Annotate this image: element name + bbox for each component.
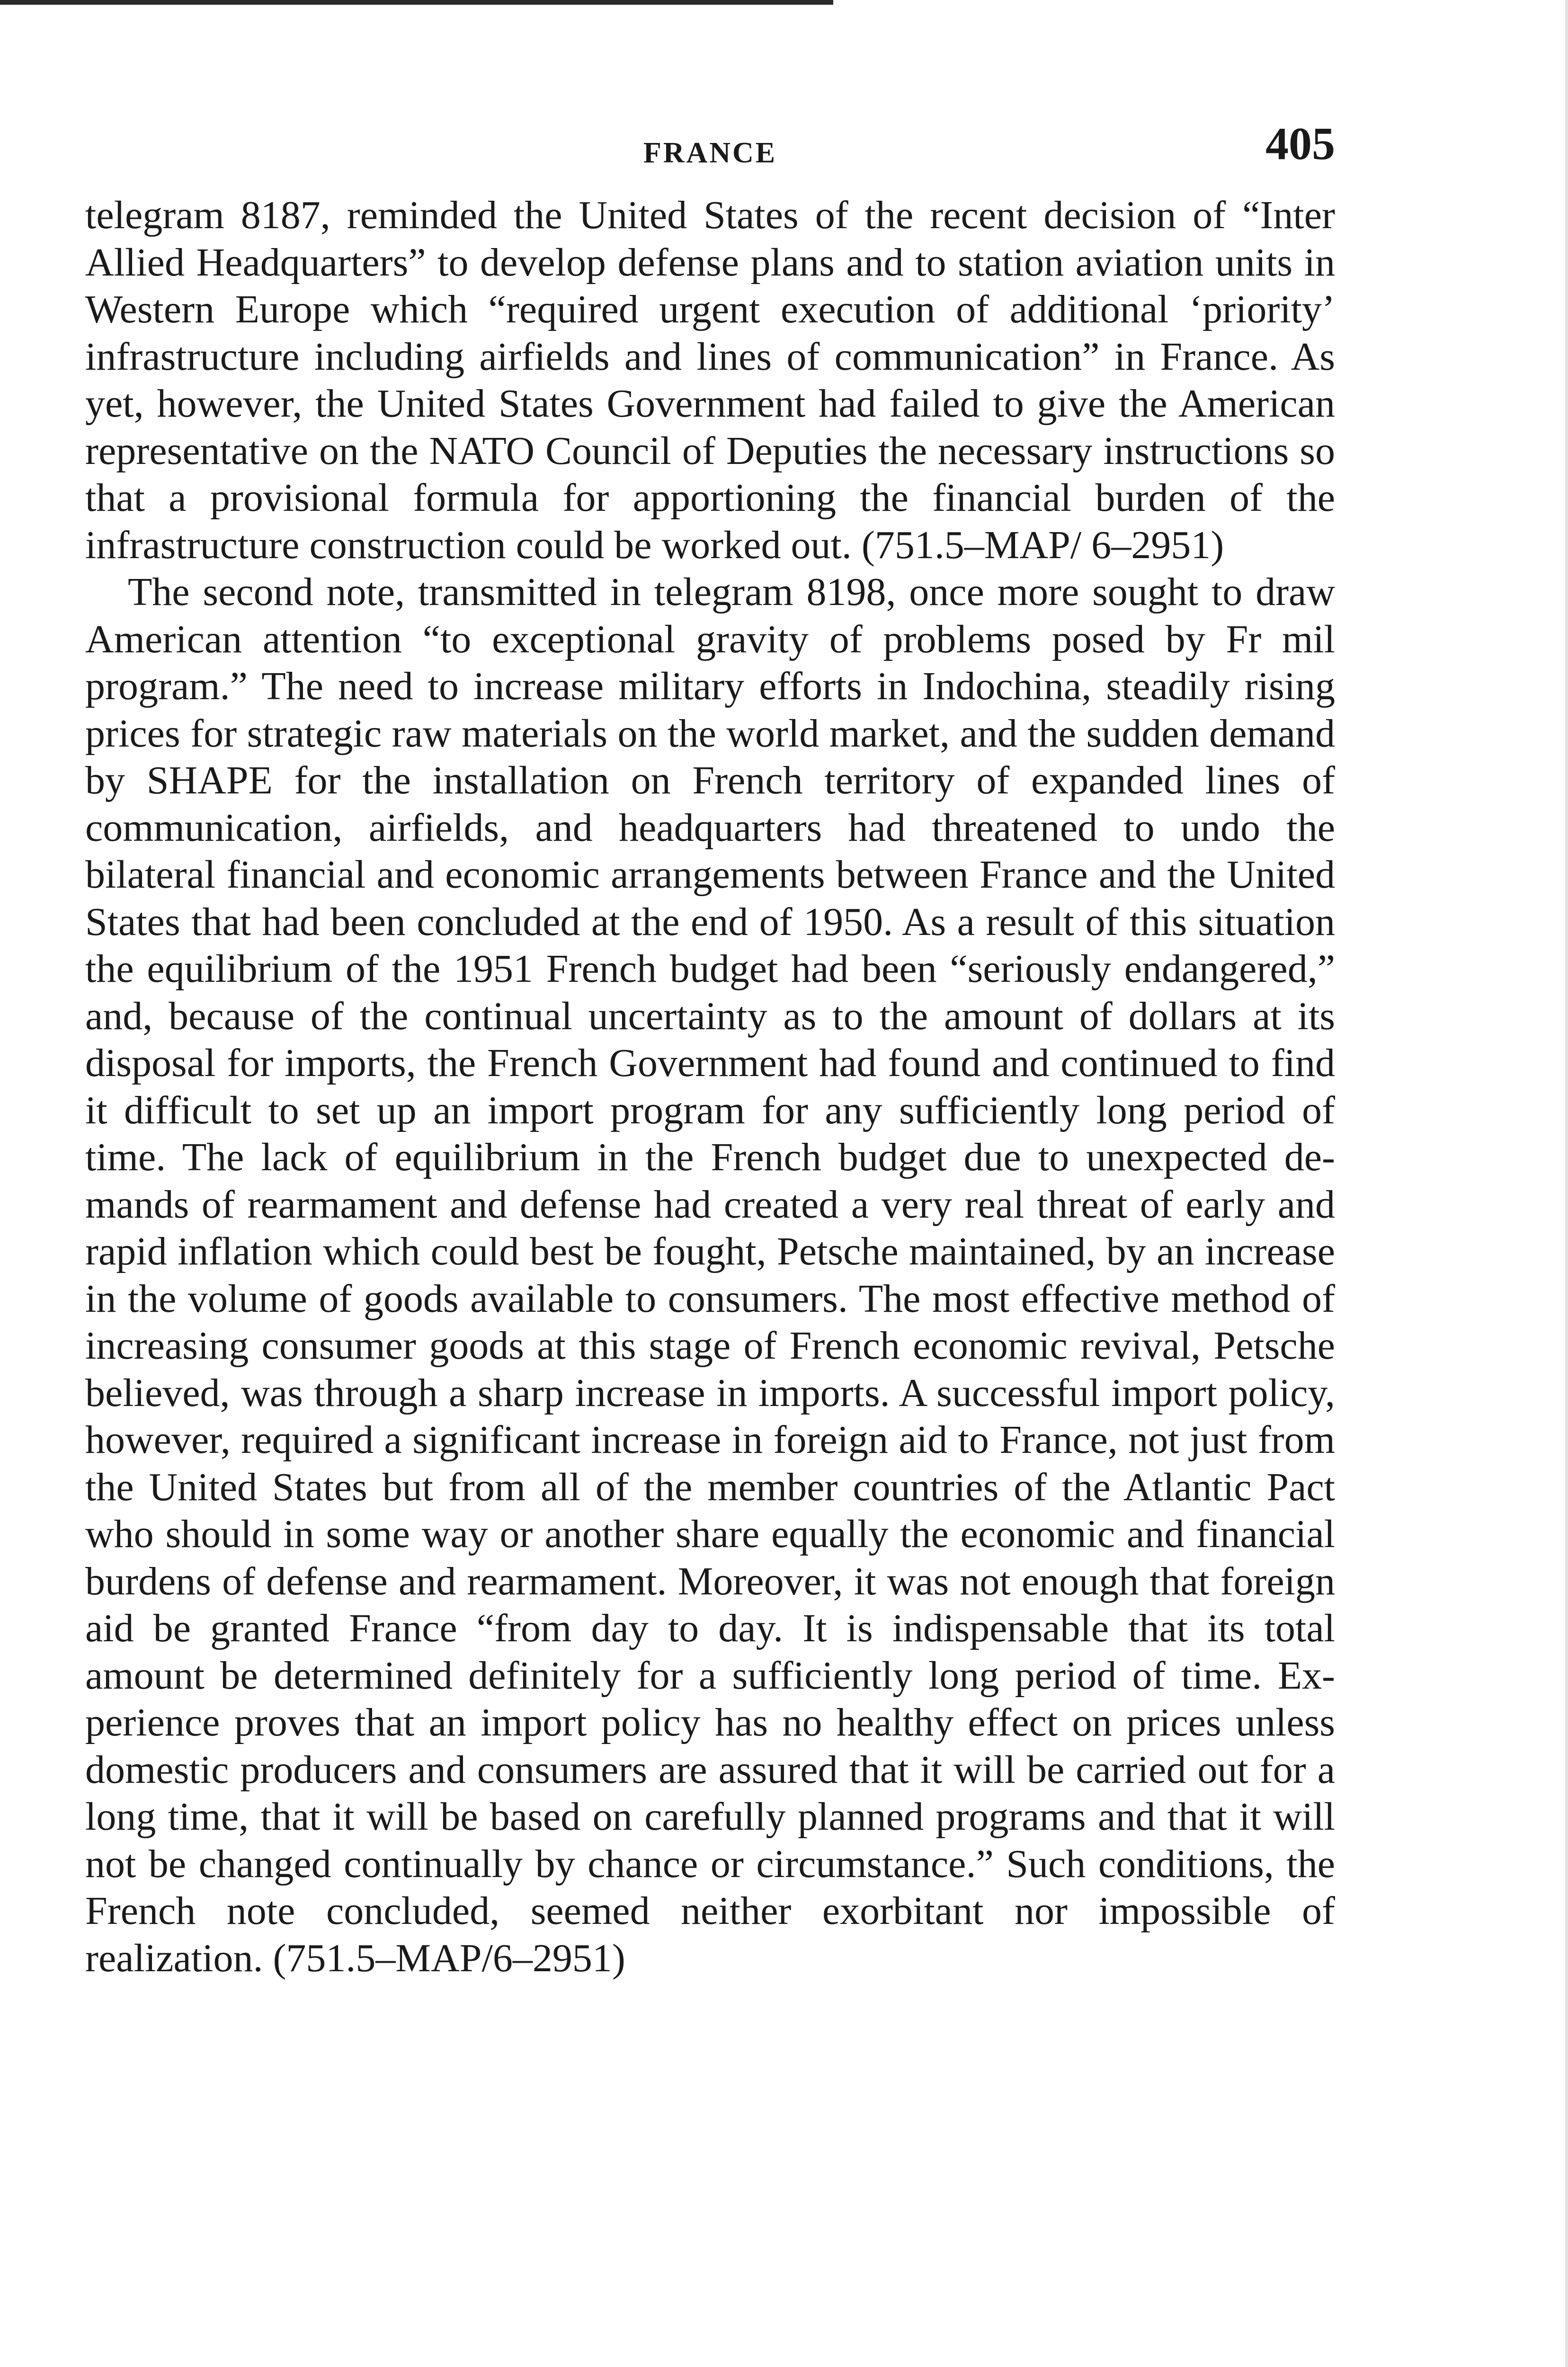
body-text [85,192,1335,1982]
paragraph-second-note: The second note, transmitted in telegram 8198, once more sought to draw American attention “to exceptional gravity of problems posed by Fr mil program.” The need to increase military efforts in Indochina, steadily rising prices for strategic raw materials on the world market, and the sudden demand by SHAPE for the installation on French territory of expanded lines of communication, airfields, and headquarters had threatened to undo the bilateral financial and economic arrangements between France and the United States that had been concluded at the end of 1950. As a result of this situation the equilibrium of the 1951 French budget had been “seriously endangered,” and, because of the continual uncertainty as to the amount of dollars at its disposal for imports, the French Government had found and continued to find it difficult to set up an import program for any sufficiently long period of time. The lack of equilibrium in the French budget due to unexpected demands of rearmament and defense had created a very real threat of early and rapid inflation which could best be fought, Petsche maintained, by an increase in the volume of goods available to consumers. The most effective method of increasing consumer goods at this stage of French economic revival, Petsche believed, was through a sharp increase in imports. A successful import policy, however, required a significant increase in foreign aid to France, not just from the United States but from all of the member countries of the Atlantic Pact who should in some way or another share equally the economic and financial burdens of defense and rearmament. Moreover, it was not enough that foreign aid be granted France “from day to day. It is indispensable that its total amount be determined definitely for a sufficiently long period of time. Experience proves that an import policy has no healthy effect on prices unless domestic producers and consumers are assured that it will be carried out for a long time, that it will be based on carefully planned programs and that it will not be changed continually by chance or circumstance.” Such conditions, the French note concluded, seemed neither exorbitant nor impossible of realization. (751.5–MAP/6–2951) [85,570,1335,1980]
page-header [85,117,1335,174]
scan-edge-top [0,0,833,5]
page-number: 405 [1265,118,1335,169]
scan-edge-right [1565,0,1568,2367]
running-head: FRANCE [643,137,777,169]
paragraph-continuation: telegram 8187, reminded the United States of the recent decision of “Inter Allied Headquarters” to develop defense plans and to station aviation units in Western Europe which “required urgent execution of additional ‘priority’ infrastructure including airfields and lines of communication” in France. As yet, however, the United States Government had failed to give the American representative on the NATO Council of Deputies the necessary instructions so that a provisional formula for apportioning the financial burden of the infrastructure construction could be worked out. (751.5–MAP/ 6–2951) [85,193,1335,567]
